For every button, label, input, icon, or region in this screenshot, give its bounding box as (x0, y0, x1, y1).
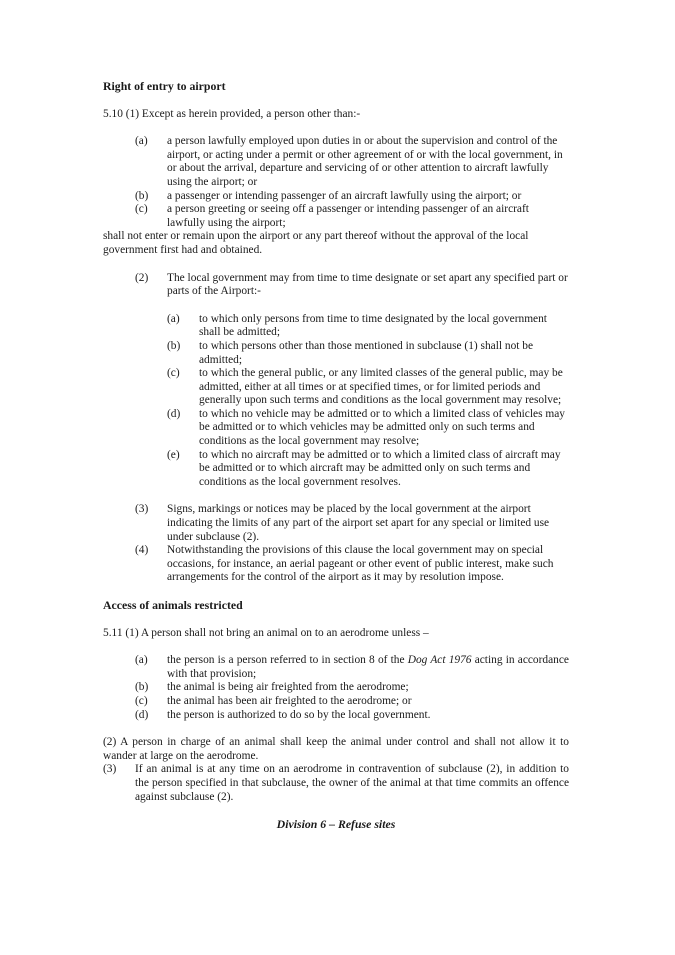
list-item (103, 695, 569, 709)
item-text: a person greeting or seeing off a passenger or intending passenger of an aircraft lawfully using the airport; (167, 203, 529, 229)
division-heading: Division 6 – Refuse sites (276, 817, 396, 832)
item-label: (c) (135, 694, 148, 707)
list-item (103, 654, 569, 681)
list-item (103, 709, 569, 723)
section-heading-animals: Access of animals restricted (103, 598, 243, 612)
item-label: (d) (167, 407, 181, 420)
clause-5-11-intro: 5.11 (1) A person shall not bring an animal on to an aerodrome unless – (103, 626, 429, 639)
item-label: (b) (135, 681, 149, 694)
item-label: (b) (135, 189, 149, 202)
list-item (103, 449, 569, 490)
item-text: to which no vehicle may be admitted or to which a limited class of vehicles may be admitted or to which vehicles may be admitted only on such terms and conditions as the local government may resolve; (199, 407, 565, 448)
clause-5-10-closing: shall not enter or remain upon the airport or any part thereof without the approval of the local government first had and obtained. (103, 230, 529, 256)
item-text: the animal has been air freighted to the aerodrome; or (167, 694, 412, 707)
clause-5-11-3 (103, 763, 569, 804)
clause-3 (103, 503, 569, 544)
clause-2 (103, 272, 569, 299)
list-item (103, 340, 569, 367)
item-text: Notwithstanding the provisions of this clause the local government may on special occasions, for instance, an aerial pageant or other event of public interest, make such arrangements for the control of the airport as it may by resolution impose. (167, 544, 554, 584)
item-label: (2) (135, 271, 149, 284)
act-name: Dog Act 1976 (407, 654, 472, 667)
item-text: Signs, markings or notices may be placed by the local government at the airport indicating the limits of any part of the airport set apart for any special or limited use under subclause (2). (167, 503, 550, 543)
item-text: a passenger or intending passenger of an aircraft lawfully using the airport; or (167, 189, 522, 202)
item-text: the animal is being air freighted from the aerodrome; (167, 681, 409, 694)
item-text: the person is authorized to do so by the local government. (167, 708, 431, 721)
document-page (103, 80, 569, 832)
item-label: (3) (135, 503, 149, 516)
item-label: (d) (135, 708, 149, 721)
list-item (103, 203, 569, 230)
item-label: (a) (167, 312, 180, 325)
item-text: If an animal is at any time on an aerodrome in contravention of subclause (2), in addition to the person specified in that subclause, the owner of the animal at that time commits an offence against subclause (2). (135, 763, 569, 803)
item-text: to which the general public, or any limited classes of the general public, may be admitted, either at all times or at specified times, or for limited periods and generally upon such terms and conditions as the local government may resolve; (199, 367, 563, 407)
item-label: (e) (167, 448, 180, 461)
item-label: (4) (135, 544, 149, 557)
list-item (103, 190, 569, 204)
list-item (103, 135, 569, 189)
item-label: (a) (135, 135, 148, 148)
clause-5-10-intro: 5.10 (1) Except as herein provided, a person other than:- (103, 107, 361, 120)
list-item (103, 681, 569, 695)
item-text: a person lawfully employed upon duties in or about the supervision and control of the airport, or acting under a permit or other agreement of or with the local government, in or about the arrival, departure and servicing of or other attention to aircraft lawfully using the airport; or (167, 135, 563, 188)
clause-5-11-para-2: (2) A person in charge of an animal shall keep the animal under control and shall not allow it to wander at large on the aerodrome. (103, 736, 569, 762)
item-label: (a) (135, 654, 148, 667)
list-item (103, 367, 569, 408)
item-label: (3) (103, 763, 117, 776)
item-label: (c) (135, 203, 148, 216)
list-item (103, 408, 569, 449)
item-text: The local government may from time to time designate or set apart any specified part or parts of the Airport:- (167, 271, 568, 298)
item-label: (c) (167, 367, 180, 380)
clause-2-sublist (103, 313, 569, 490)
clause-5-11-list (103, 654, 569, 722)
item-text: to which only persons from time to time designated by the local government shall be admitted; (199, 312, 547, 339)
item-text: to which persons other than those mentioned in subclause (1) shall not be admitted; (199, 339, 534, 366)
section-heading-right-of-entry: Right of entry to airport (103, 79, 226, 93)
list-item (103, 313, 569, 340)
clause-5-10-list (103, 135, 569, 230)
clause-4 (103, 544, 569, 585)
item-text: the person is a person referred to in section 8 of the Dog Act 1976 acting in accordance with that provision; (167, 654, 569, 680)
item-text: to which no aircraft may be admitted or to which a limited class of aircraft may be admitted or to which aircraft may be admitted only on such terms and conditions as the local government resolves. (199, 448, 561, 488)
item-label: (b) (167, 339, 181, 352)
